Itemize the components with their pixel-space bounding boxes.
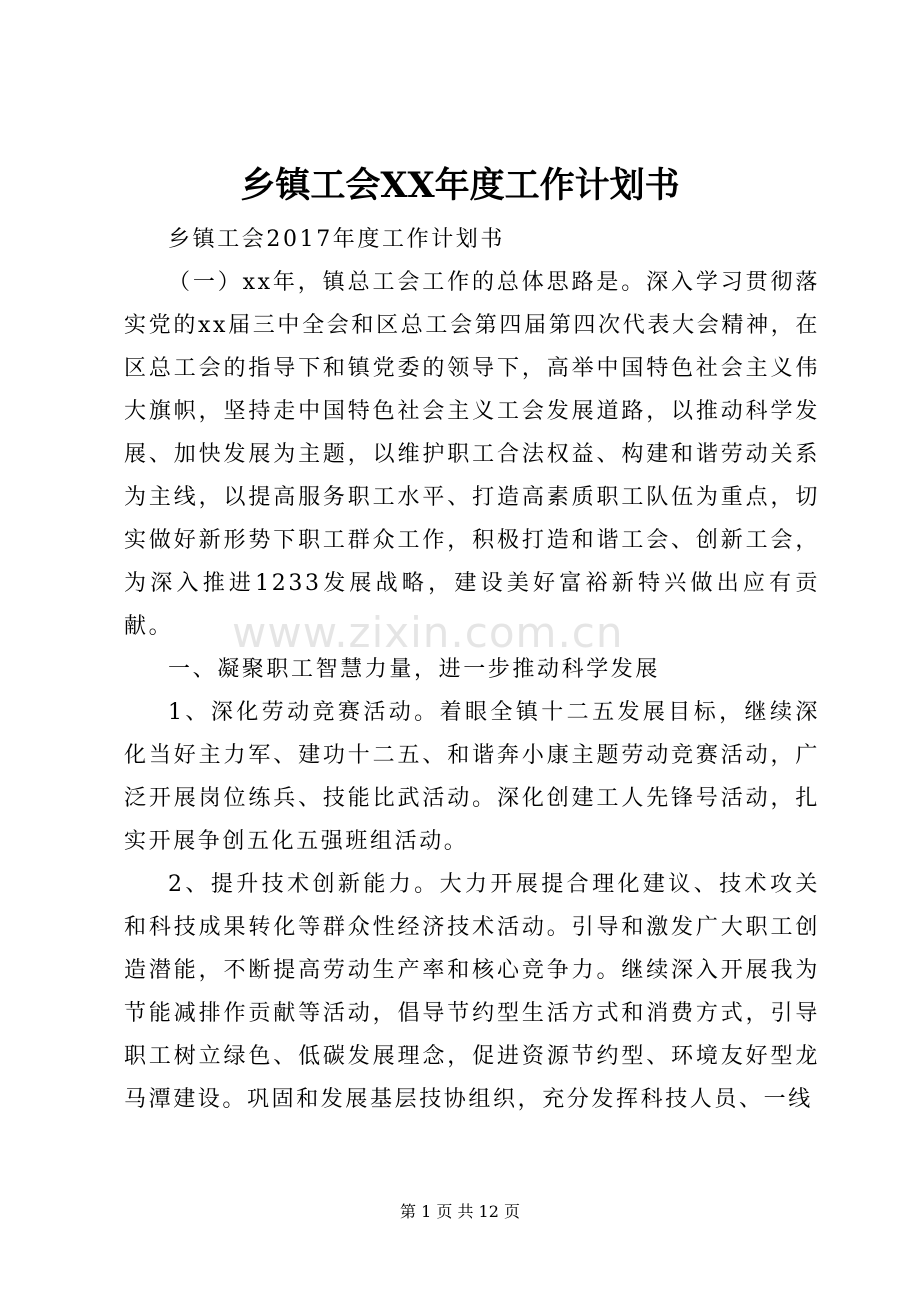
section-heading: 一、凝聚职工智慧力量，进一步推动科学发展 [168, 657, 661, 682]
watermark: www.zixin.com.cn [232, 608, 624, 657]
subtitle-paragraph: 乡镇工会2017年度工作计划书 [168, 227, 505, 252]
body-paragraph: 2、提升技术创新能力。大力开展提合理化建议、技术攻关和科技成果转化等群众性经济技术活动。引导和激发广大职工创造潜能，不断提高劳动生产率和核心竞争力。继续深入开展我为节能减排作贡献等活动，倡导节约型生活方式和消费方式，引导职工树立绿色、低碳发展理念，促进资源节约型、环境友好型龙马潭建设。巩固和发展基层技协组织，充分发挥科技人员、一线 [124, 872, 820, 1112]
body-paragraph: （一）xx年，镇总工会工作的总体思路是。深入学习贯彻落实党的xx届三中全会和区总工会第四届第四次代表大会精神，在区总工会的指导下和镇党委的领导下，高举中国特色社会主义伟大旗帜，坚持走中国特色社会主义工会发展道路，以推动科学发展、加快发展为主题，以维护职工合法权益、构建和谐劳动关系为主线，以提高服务职工水平、打造高素质职工队伍为重点，切实做好新形势下职工群众工作，积极打造和谐工会、创新工会，为深入推进1233发展战略，建设美好富裕新特兴做出应有贡献。 [124, 270, 820, 639]
body-paragraph: 1、深化劳动竞赛活动。着眼全镇十二五发展目标，继续深化当好主力军、建功十二五、和谐奔小康主题劳动竞赛活动，广泛开展岗位练兵、技能比武活动。深化创建工人先锋号活动，扎实开展争创五化五强班组活动。 [124, 700, 820, 854]
document-body [124, 218, 820, 1121]
document-title: 乡镇工会XX年度工作计划书 [240, 165, 680, 206]
page-footer: 第 1 页 共 12 页 [400, 1202, 520, 1221]
